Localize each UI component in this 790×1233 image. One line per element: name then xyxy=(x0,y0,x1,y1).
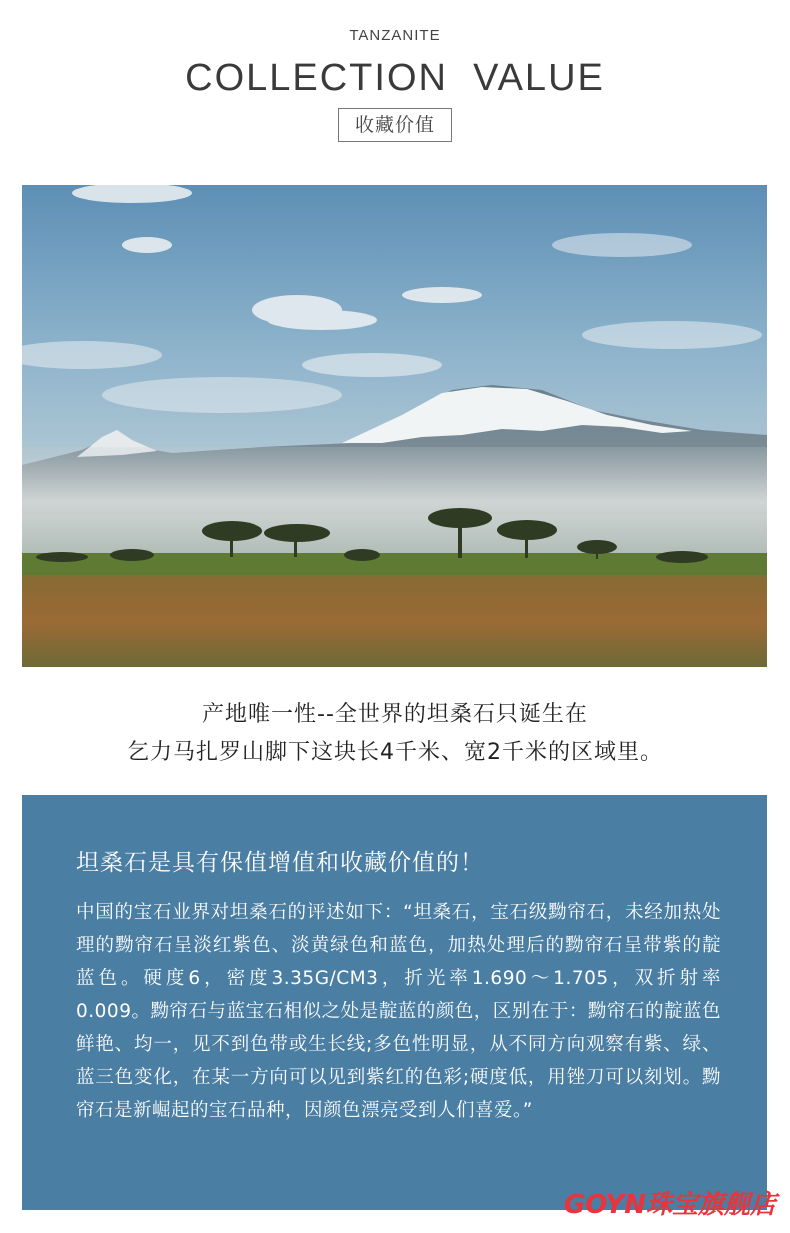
info-panel xyxy=(22,795,767,1210)
section-badge: 收藏价值 xyxy=(338,108,452,142)
landscape-photo xyxy=(22,185,767,667)
panel-body-text: 中国的宝石业界对坦桑石的评述如下：“坦桑石，宝石级黝帘石，未经加热处理的黝帘石呈淡红紫色、淡黄绿色和蓝色，加热处理后的黝帘石呈带紫的靛蓝色。硬度6，密度3.35G/CM3，折光率1.690～1.705，双折射率0.009。黝帘石与蓝宝石相似之处是靛蓝的颜色，区别在于：黝帘石的靛蓝色鲜艳、均一，见不到色带或生长线;多色性明显，从不同方向观察有紫、绿、蓝三色变化，在某一方向可以见到紫红的色彩;硬度低，用锉刀可以刻划。黝帘石是新崛起的宝石品种，因颜色漂亮受到人们喜爱。” xyxy=(76,902,721,1121)
store-watermark: GOYN珠宝旗舰店 xyxy=(563,1190,776,1220)
badge-wrapper xyxy=(0,108,790,142)
section-headline: COLLECTION VALUE xyxy=(185,57,605,99)
panel-title: 坦桑石是具有保值增值和收藏价值的！ xyxy=(76,850,484,876)
caption-line-1: 产地唯一性--全世界的坦桑石只诞生在 xyxy=(202,702,588,727)
eyebrow-label: TANZANITE xyxy=(349,27,441,44)
caption-line-2: 乞力马扎罗山脚下这块长4千米、宽2千米的区域里。 xyxy=(127,740,663,765)
